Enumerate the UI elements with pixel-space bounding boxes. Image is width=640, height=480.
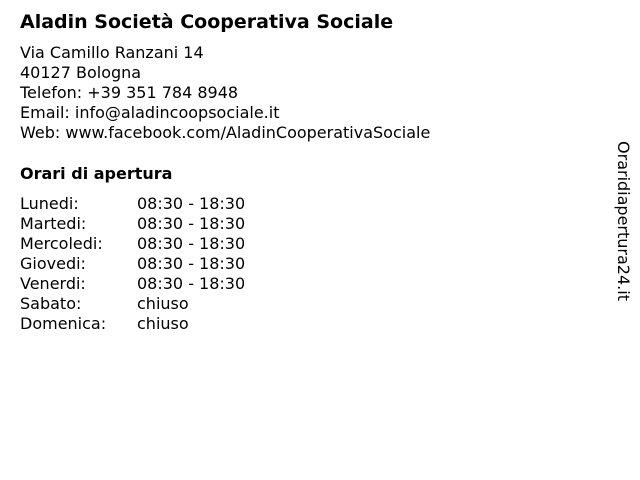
contact-info bbox=[20, 43, 430, 143]
hours-table bbox=[20, 194, 245, 334]
hours-day: Domenica: bbox=[20, 314, 107, 333]
hours-day: Lunedi: bbox=[20, 194, 79, 213]
hours-day: Sabato: bbox=[20, 294, 82, 313]
hours-time: chiuso bbox=[137, 314, 189, 333]
hours-row-wednesday bbox=[20, 234, 245, 254]
hours-time: 08:30 - 18:30 bbox=[137, 194, 246, 213]
email-line: Email: info@aladincoopsociale.it bbox=[20, 103, 280, 122]
hours-day: Mercoledi: bbox=[20, 234, 103, 253]
hours-day: Venerdi: bbox=[20, 274, 86, 293]
hours-row-monday bbox=[20, 194, 245, 214]
hours-row-sunday bbox=[20, 314, 245, 334]
hours-row-tuesday bbox=[20, 214, 245, 234]
hours-day: Giovedi: bbox=[20, 254, 86, 273]
hours-time: 08:30 - 18:30 bbox=[137, 234, 246, 253]
hours-row-saturday bbox=[20, 294, 245, 314]
hours-title: Orari di apertura bbox=[20, 164, 173, 183]
web-line: Web: www.facebook.com/AladinCooperativaSociale bbox=[20, 123, 431, 142]
hours-row-friday bbox=[20, 274, 245, 294]
hours-time: 08:30 - 18:30 bbox=[137, 274, 246, 293]
hours-day: Martedi: bbox=[20, 214, 87, 233]
address-city: 40127 Bologna bbox=[20, 63, 142, 82]
brand-watermark: Oraridiapertura24.it bbox=[614, 141, 633, 301]
hours-row-thursday bbox=[20, 254, 245, 274]
address-street: Via Camillo Ranzani 14 bbox=[20, 43, 204, 62]
hours-time: 08:30 - 18:30 bbox=[137, 254, 246, 273]
phone-line: Telefon: +39 351 784 8948 bbox=[20, 83, 239, 102]
hours-time: 08:30 - 18:30 bbox=[137, 214, 246, 233]
business-name: Aladin Società Cooperativa Sociale bbox=[20, 11, 394, 33]
hours-time: chiuso bbox=[137, 294, 189, 313]
